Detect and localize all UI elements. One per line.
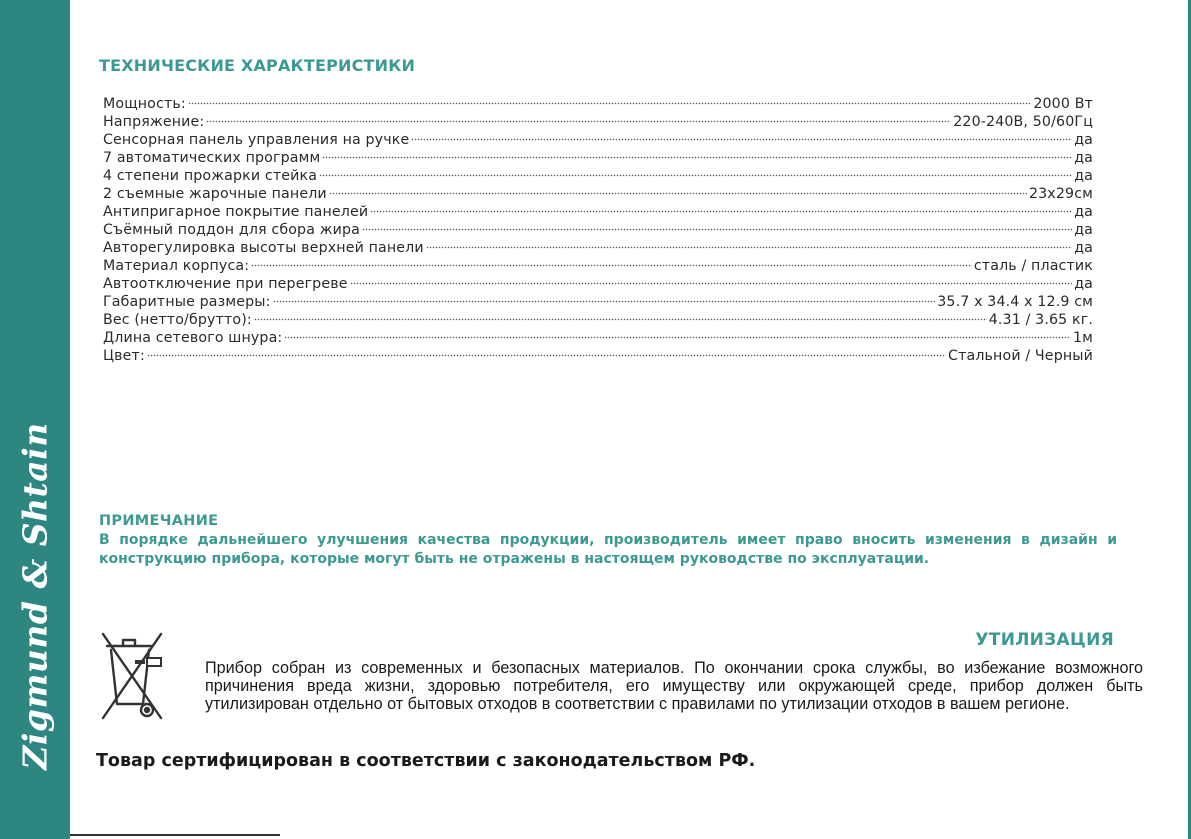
dot-leader (329, 192, 1027, 196)
spec-row (103, 257, 1093, 275)
spec-row (103, 95, 1093, 113)
note-text: В порядке дальнейшего улучшения качества продукции, производитель имеет право вносить изменения в дизайн и конструкцию прибора, которые могут быть не отражены в настоящем руководстве по эксплуатации. (99, 532, 1117, 567)
spec-value: да (1074, 150, 1093, 166)
note-title: ПРИМЕЧАНИЕ (99, 513, 219, 529)
spec-value: 2000 Вт (1033, 96, 1093, 112)
spec-row (103, 293, 1093, 311)
spec-row (103, 185, 1093, 203)
spec-value: сталь / пластик (973, 258, 1093, 274)
dot-leader (350, 282, 1073, 286)
spec-value: да (1074, 276, 1093, 292)
specs-list (103, 95, 1093, 365)
spec-label: Автоотключение при перегреве (103, 276, 348, 292)
spec-value: 35.7 х 34.4 х 12.9 см (937, 294, 1093, 310)
spec-row (103, 347, 1093, 365)
dot-leader (188, 102, 1032, 106)
bottom-rule (70, 834, 280, 836)
spec-label: 2 съемные жарочные панели (103, 186, 327, 202)
spec-label: 4 степени прожарки стейка (103, 168, 318, 184)
dot-leader (322, 156, 1072, 160)
spec-label: Длина сетевого шнура: (103, 330, 283, 346)
specs-title: ТЕХНИЧЕСКИЕ ХАРАКТЕРИСТИКИ (99, 56, 416, 75)
spec-value: да (1074, 132, 1093, 148)
spec-row (103, 239, 1093, 257)
spec-row (103, 113, 1093, 131)
spec-label: Съёмный поддон для сбора жира (103, 222, 361, 238)
spec-label: Цвет: (103, 348, 145, 364)
spec-row (103, 131, 1093, 149)
spec-label: Материал корпуса: (103, 258, 250, 274)
dot-leader (273, 300, 936, 304)
spec-value: да (1074, 168, 1093, 184)
dot-leader (411, 138, 1072, 142)
spec-value: 1м (1072, 330, 1093, 346)
disposal-text: Прибор собран из современных и безопасных материалов. По окончании срока службы, во избежание возможного причинения вреда жизни, здоровью потребителя, его имуществу или окружающей среде, прибор должен быть утилизирован отдельно от бытовых отходов в соответствии с правилами по утилизации отходов в вашем регионе. (205, 659, 1143, 714)
certification-text: Товар сертифицирован в соответствии с законодательством РФ. (96, 751, 756, 771)
dot-leader (251, 264, 972, 268)
brand-sidebar (0, 0, 70, 839)
spec-value: 23х29см (1028, 186, 1093, 202)
spec-label: Авторегулировка высоты верхней панели (103, 240, 424, 256)
spec-value: 220-240В, 50/60Гц (953, 114, 1093, 130)
spec-value: да (1074, 240, 1093, 256)
spec-label: Напряжение: (103, 114, 205, 130)
spec-row (103, 311, 1093, 329)
spec-value: да (1074, 204, 1093, 220)
dot-leader (362, 228, 1072, 232)
spec-row (103, 149, 1093, 167)
dot-leader (284, 336, 1071, 340)
disposal-title: УТИЛИЗАЦИЯ (975, 630, 1114, 650)
dot-leader (206, 120, 951, 124)
spec-value: 4.31 / 3.65 кг. (988, 312, 1093, 328)
spec-row (103, 221, 1093, 239)
crossed-out-wheelie-bin-icon (99, 630, 167, 722)
spec-row (103, 167, 1093, 185)
spec-label: Антипригарное покрытие панелей (103, 204, 369, 220)
spec-row (103, 203, 1093, 221)
dot-leader (319, 174, 1072, 178)
spec-row (103, 329, 1093, 347)
dot-leader (426, 246, 1072, 250)
spec-label: 7 автоматических программ (103, 150, 321, 166)
spec-value: Стальной / Черный (948, 348, 1093, 364)
spec-label: Габаритные размеры: (103, 294, 271, 310)
spec-value: да (1074, 222, 1093, 238)
dot-leader (254, 318, 987, 322)
spec-label: Сенсорная панель управления на ручке (103, 132, 410, 148)
brand-logo: Zigmund & Shtain (15, 422, 55, 770)
dot-leader (370, 210, 1072, 214)
spec-row (103, 275, 1093, 293)
dot-leader (147, 354, 946, 358)
spec-label: Мощность: (103, 96, 186, 112)
spec-label: Вес (нетто/брутто): (103, 312, 252, 328)
